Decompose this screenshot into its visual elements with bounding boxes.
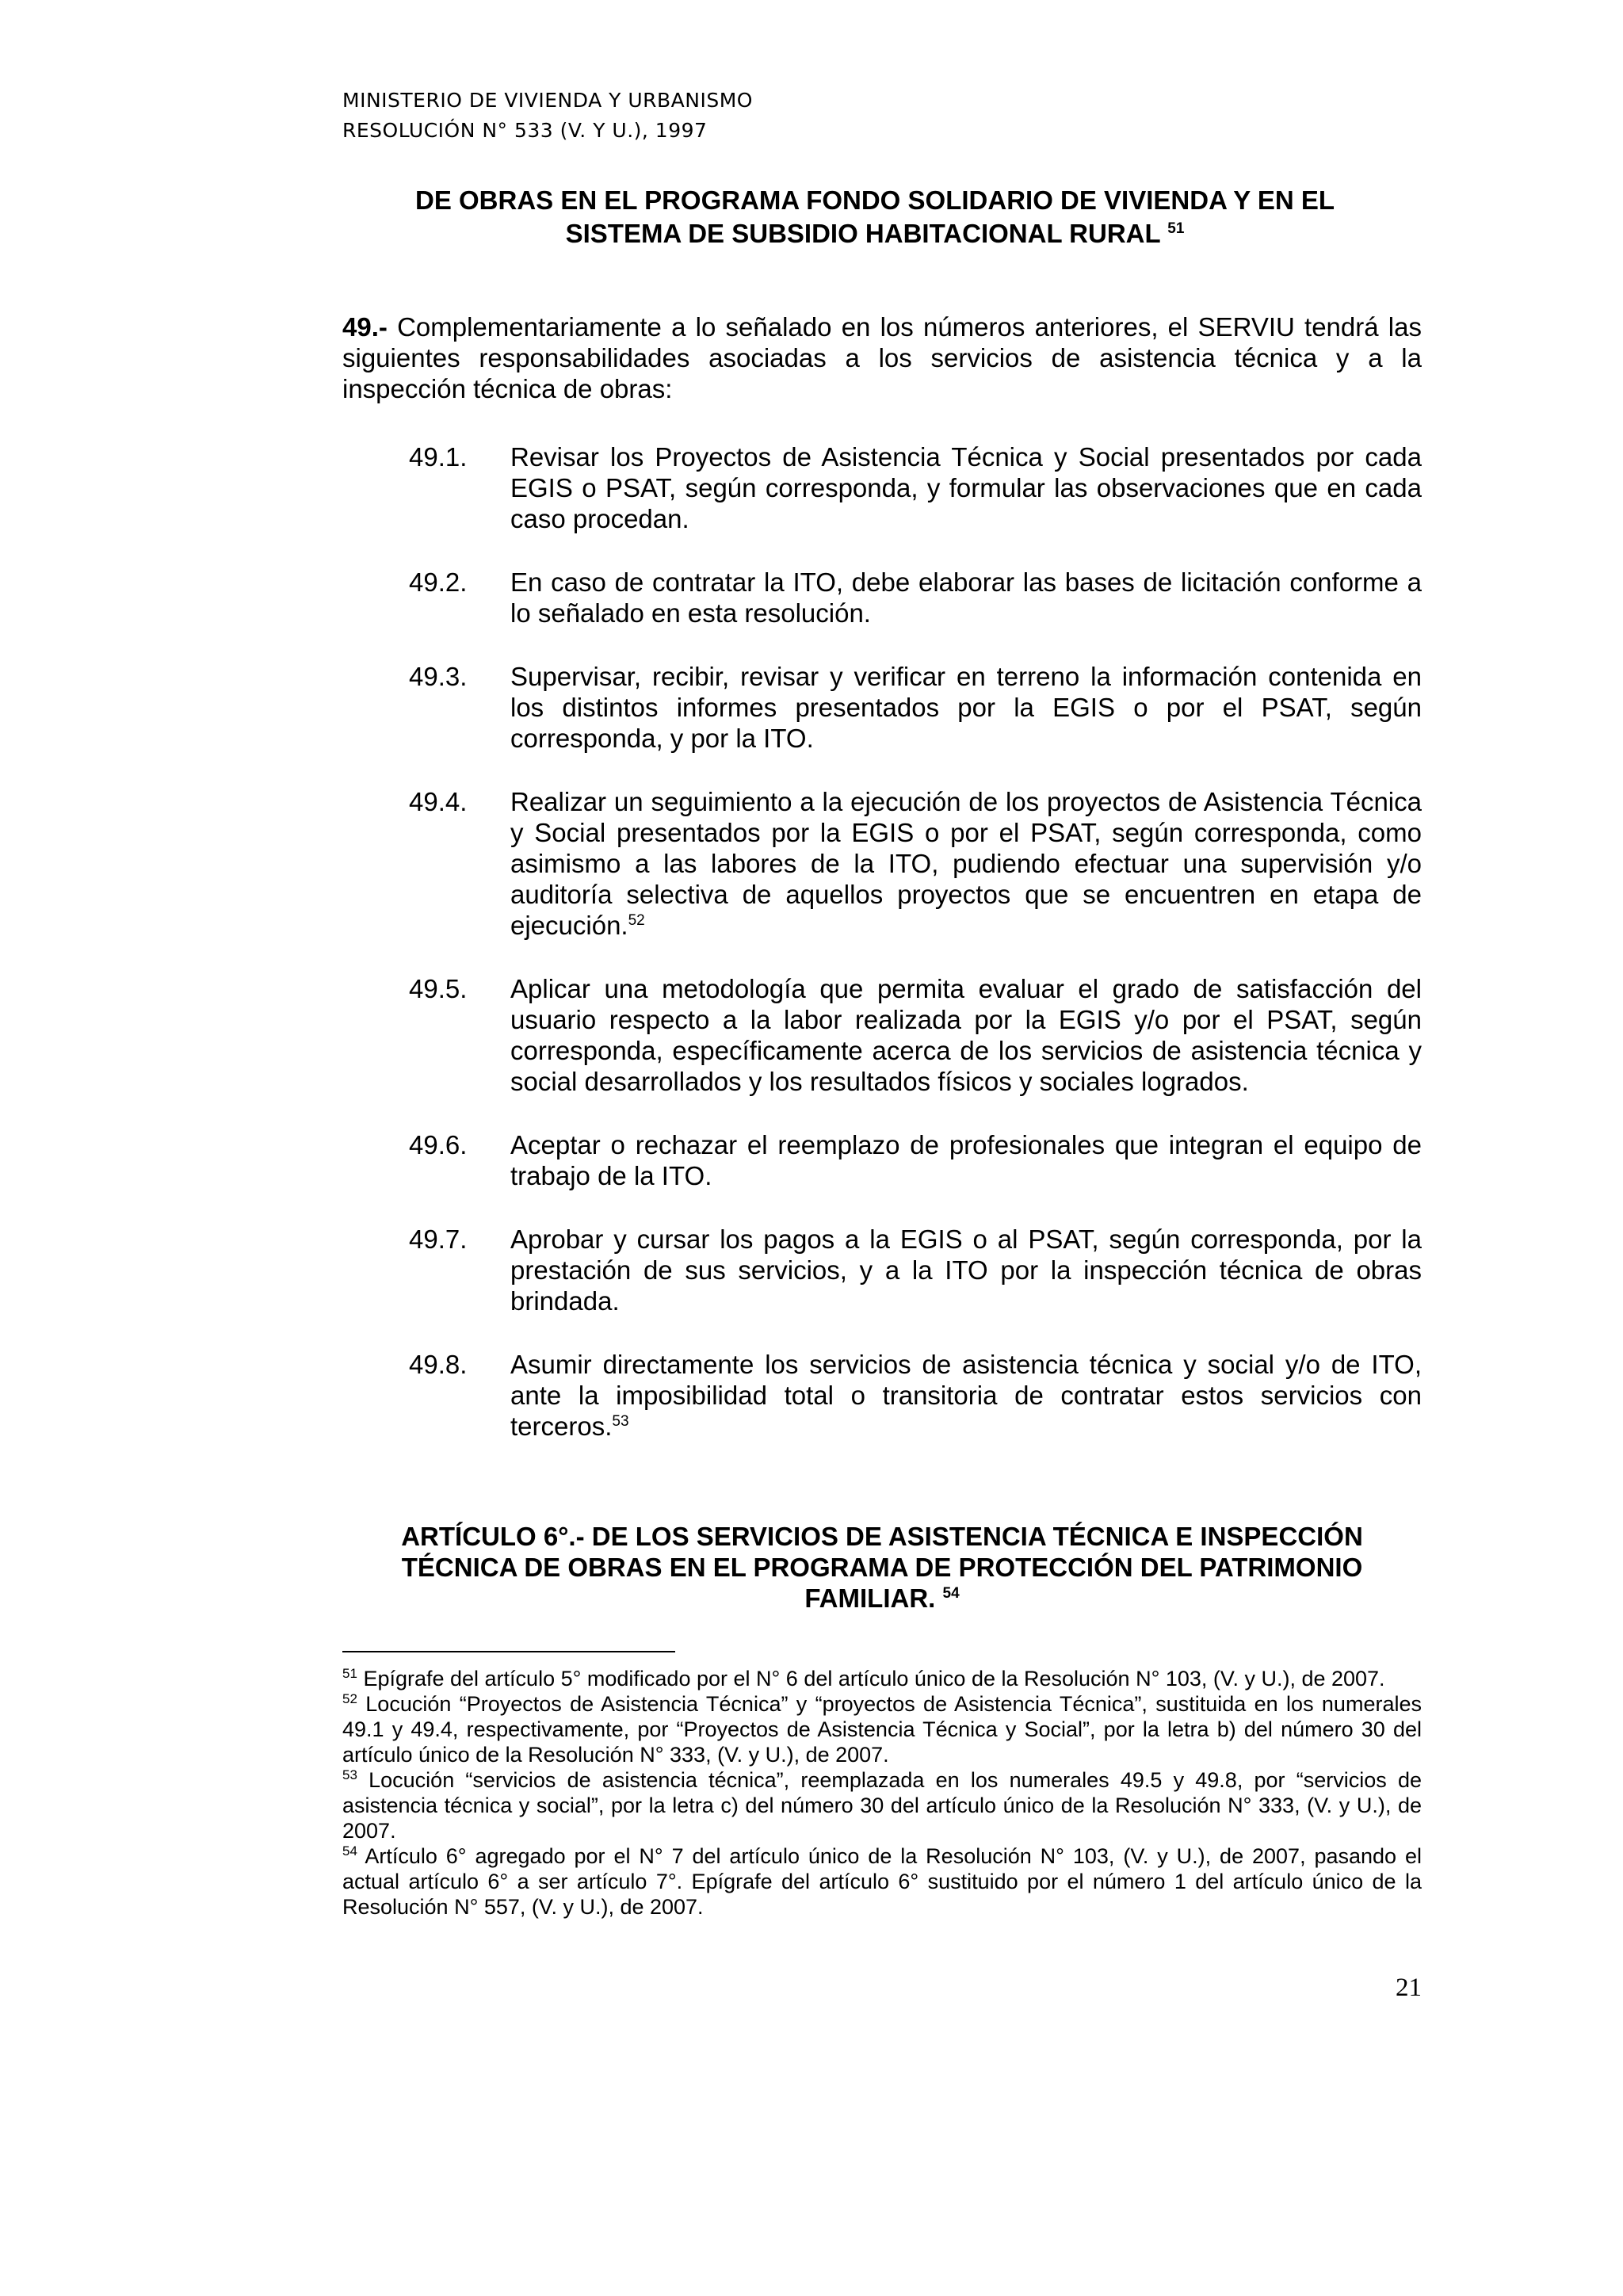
footnote-text: Artículo 6° agregado por el N° 7 del artículo único de la Resolución N° 103, (V. y U.), de 2007, pasando el actual artículo 6° a ser artículo 7°. Epígrafe del artículo 6° sustituido por el número 1 del artículo único de la Resolución N° 557, (V. y U.), de 2007. [342,1844,1422,1919]
item-text [510,1224,1422,1316]
item-text-content: Supervisar, recibir, revisar y verificar en terreno la información contenida en los distintos informes presentados por la EGIS o por el PSAT, según corresponda, y por la ITO. [510,662,1422,753]
footnote-text: Epígrafe del artículo 5° modificado por el N° 6 del artículo único de la Resolución N° 103, (V. y U.), de 2007. [363,1667,1385,1690]
list-item [342,973,1422,1097]
section-title-line-2 [342,217,1407,250]
item-number: 49.6. [409,1130,468,1159]
page-number: 21 [1396,1973,1422,2002]
footnote-marker: 53 [342,1767,357,1782]
article-title-line-1: ARTÍCULO 6°.- DE LOS SERVICIOS DE ASISTENCIA TÉCNICA E INSPECCIÓN [401,1522,1363,1551]
running-header [342,86,753,146]
item-text [510,567,1422,628]
item-text-content: Realizar un seguimiento a la ejecución de los proyectos de Asistencia Técnica y Social presentados por la EGIS o por el PSAT, según corresponda, como asimismo a las labores de la ITO, pudiendo efectuar una supervisión y/o auditoría selectiva de aquellos proyectos que se encuentren en etapa de ejecución. [510,787,1422,940]
item-number: 49.7. [409,1224,468,1254]
header-ministry: MINISTERIO DE VIVIENDA Y URBANISMO [342,89,753,112]
item-number: 49.4. [409,787,468,816]
item-text-content: Aplicar una metodología que permita evaluar el grado de satisfacción del usuario respecto a la labor realizada por la EGIS y/o por el PSAT, según corresponda, específicamente acerca de los servicios de asistencia técnica y social desarrollados y los resultados físicos y sociales logrados. [510,974,1422,1096]
numbered-list [342,441,1422,1474]
item-text [510,786,1422,941]
intro-text: Complementariamente a lo señalado en los números anteriores, el SERVIU tendrá las siguientes responsabilidades asociadas a los servicios de asistencia técnica y a la inspección técnica de obras: [342,312,1422,403]
footnote-52 [342,1691,1422,1767]
footnote-ref-52: 52 [628,912,645,929]
item-text-content: En caso de contratar la ITO, debe elaborar las bases de licitación conforme a lo señalado en esta resolución. [510,567,1422,628]
intro-number: 49.- [342,312,388,342]
item-number: 49.8. [409,1350,468,1379]
section-title-line-1: DE OBRAS EN EL PROGRAMA FONDO SOLIDARIO DE VIVIENDA Y EN EL [414,185,1335,215]
footnote-marker: 52 [342,1691,357,1706]
list-item [342,1129,1422,1191]
item-text-content: Asumir directamente los servicios de asistencia técnica y social y/o de ITO, ante la imposibilidad total o transitoria de contratar estos servicios con terceros. [510,1350,1422,1441]
footnote-53 [342,1767,1422,1843]
item-text-content: Aprobar y cursar los pagos a la EGIS o al PSAT, según corresponda, por la prestación de sus servicios, y a la ITO por la inspección técnica de obras brindada. [510,1224,1422,1316]
article-title [342,1521,1422,1614]
footnote-text: Locución “Proyectos de Asistencia Técnica” y “proyectos de Asistencia Técnica”, sustituida en los numerales 49.1 y 49.4, respectivamente, por “Proyectos de Asistencia Técnica y Social”, por la letra b) del número 30 del artículo único de la Resolución N° 333, (V. y U.), de 2007. [342,1692,1422,1767]
article-title-line-3-text: FAMILIAR. [804,1584,936,1613]
section-title-line-2-text: SISTEMA DE SUBSIDIO HABITACIONAL RURAL [565,219,1161,248]
intro-paragraph [342,311,1422,404]
item-number: 49.5. [409,974,468,1003]
item-number: 49.2. [409,567,468,597]
item-text [510,1349,1422,1442]
item-text [510,441,1422,534]
section-title [342,184,1407,250]
footnote-divider [342,1651,675,1652]
article-title-line-3 [342,1583,1422,1614]
header-resolution: RESOLUCIÓN N° 533 (V. Y U.), 1997 [342,119,708,142]
list-item [342,1224,1422,1316]
item-text-content: Revisar los Proyectos de Asistencia Técnica y Social presentados por cada EGIS o PSAT, según corresponda, y formular las observaciones que en cada caso procedan. [510,442,1422,533]
item-text-content: Aceptar o rechazar el reemplazo de profesionales que integran el equipo de trabajo de la ITO. [510,1130,1422,1190]
footnote-54 [342,1843,1422,1920]
footnote-marker: 51 [342,1666,357,1681]
list-item [342,441,1422,534]
list-item [342,786,1422,941]
item-text [510,973,1422,1097]
item-number: 49.1. [409,442,468,472]
footnote-51 [342,1666,1422,1691]
footnote-ref-54: 54 [942,1585,960,1602]
footnote-marker: 54 [342,1843,357,1859]
list-item [342,1349,1422,1442]
footnote-text: Locución “servicios de asistencia técnica”, reemplazada en los numerales 49.5 y 49.8, por “servicios de asistencia técnica y social”, por la letra c) del número 30 del artículo único de la Resolución N° 333, (V. y U.), de 2007. [342,1768,1422,1843]
item-number: 49.3. [409,662,468,691]
list-item [342,661,1422,754]
item-text [510,661,1422,754]
article-title-line-2: TÉCNICA DE OBRAS EN EL PROGRAMA DE PROTECCIÓN DEL PATRIMONIO [401,1553,1363,1582]
footnotes [342,1666,1422,1920]
item-text [510,1129,1422,1191]
footnote-ref-53: 53 [612,1413,629,1430]
footnote-ref-51: 51 [1167,220,1185,237]
list-item [342,567,1422,628]
